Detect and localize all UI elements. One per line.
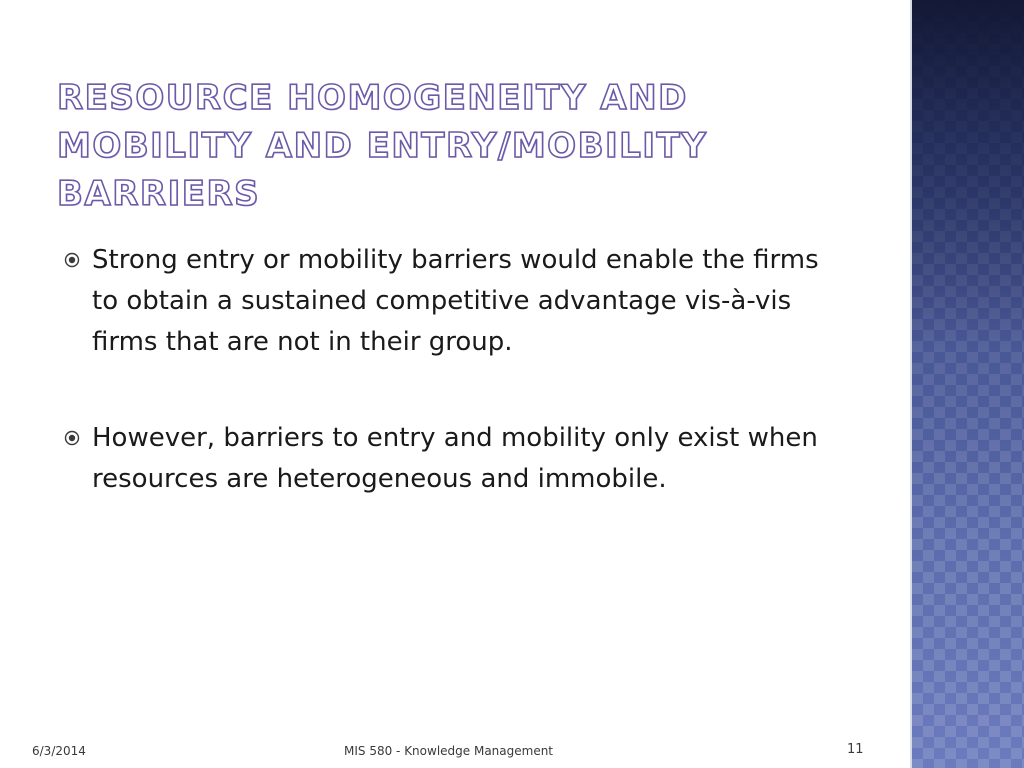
slide-title: RESOURCE HOMOGENEITY AND MOBILITY AND ENTRY/MOBILITY BARRIERS — [57, 78, 708, 214]
bullet-list — [62, 240, 822, 500]
footer-course-title: MIS 580 - Knowledge Management — [344, 744, 554, 758]
bullet-item — [62, 418, 822, 500]
slide-number: 11 — [847, 742, 864, 757]
decorative-side-band — [912, 0, 1024, 768]
bullet-item — [62, 240, 822, 363]
target-bullet-icon — [64, 430, 80, 446]
bullet-text: However, barriers to entry and mobility only exist when resources are heterogeneous and immobile. — [92, 423, 818, 494]
footer-date: 6/3/2014 — [32, 744, 86, 758]
target-bullet-icon — [64, 252, 80, 268]
bullet-text: Strong entry or mobility barriers would enable the firms to obtain a sustained competitive advantage vis-à-vis firms that are not in their group. — [92, 245, 819, 357]
